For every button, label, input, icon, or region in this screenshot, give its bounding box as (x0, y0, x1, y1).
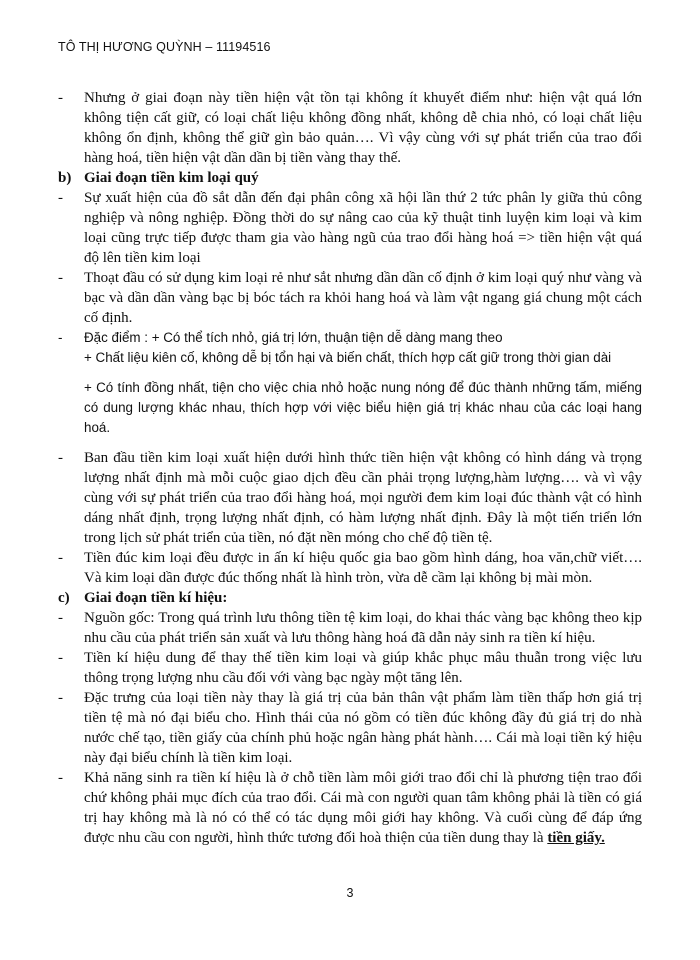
bullet-dash: - (58, 270, 63, 286)
paragraph-bullet: - Khả năng sinh ra tiền kí hiệu là ở chỗ tiền làm môi giới trao đổi chỉ là phương tiện trao đổi chứ không phải mục đích của trao đổi. Cái mà con người quan tâm không phải là tiền có giá trị hay không mà là nó có thể có tác dụng môi giới hay không. Và cuối cùng để đáp ứng được nhu cầu con người, hình thức tương đối hoà thiện của tiền dung thay là tiền giấy. (58, 770, 642, 846)
bullet-dash: - (58, 450, 63, 466)
paragraph-bullet: - Thoạt đầu có sử dụng kim loại rẻ như sắt nhưng dần dần cố định ở kim loại quý như vàng và bạc và dần dần vàng bạc bị bóc tách ra khỏi hang hoá và làm vật ngang giá chung một cách cố định. (58, 270, 642, 326)
paragraph-bullet: - Nhưng ở giai đoạn này tiền hiện vật tồn tại không ít khuyết điểm như: hiện vật quá lớn không tiện cất giữ, có loại chất liệu không đồng nhất, không dễ chia nhỏ, có loại chất liệu không ổn định, không thể giữ gìn bảo quản…. Vì vậy cùng với sự phát triển của trao đổi hàng hoá, tiền hiện vật dần dần bị tiền vàng thay thế. (58, 90, 642, 166)
bullet-dash: - (58, 610, 63, 626)
paragraph-bullet-features: - Đặc điểm : + Có thể tích nhỏ, giá trị lớn, thuận tiện dễ dàng mang theo (58, 328, 642, 348)
paragraph-bullet: - Tiền đúc kim loại đều được in ấn kí hiệu quốc gia bao gồm hình dáng, hoa văn,chữ viết…. Và kim loại dần được đúc thống nhất là hình tròn, vừa dễ cầm lại không bị mài mòn. (58, 550, 642, 586)
bullet-dash: - (58, 330, 63, 345)
page-number: 3 (346, 886, 354, 900)
section-heading-b: b) Giai đoạn tiền kim loại quý (58, 170, 259, 186)
section-marker: c) (58, 590, 70, 606)
feature-continuation: + Có tính đồng nhất, tiện cho việc chia nhỏ hoặc nung nóng để đúc thành những tấm, miếng có dung lượng khác nhau, thích hợp với việc biểu hiện giá trị khác nhau của các loại hang hoá. (84, 380, 642, 435)
paragraph-bullet: - Sự xuất hiện của đồ sắt dẫn đến đại phân công xã hội lần thứ 2 tức phân ly giữa thủ công nghiệp và nông nghiệp. Đồng thời do sự nâng cao của kỹ thuật tinh luyện kim loại và kim loại cũng trực tiếp được tham gia vào hàng ngũ của trao đổi hàng hoá => tiền hiện vật quá độ lên tiền kim loại (58, 190, 642, 266)
page-header: TÔ THỊ HƯƠNG QUỲNH – 11194516 (58, 40, 271, 54)
section-heading-c: c) Giai đoạn tiền kí hiệu: (58, 590, 228, 606)
paragraph-bullet: - Nguồn gốc: Trong quá trình lưu thông tiền tệ kim loại, do khai thác vàng bạc không theo kịp nhu cầu của phát triển sản xuất và lưu thông hàng hoá đã dẫn nảy sinh ra tiền kí hiệu. (58, 610, 642, 646)
section-marker: b) (58, 170, 72, 186)
feature-continuation: + Chất liệu kiên cố, không dễ bị tổn hại và biến chất, thích hợp cất giữ trong thời gian dài (84, 350, 612, 365)
bullet-dash: - (58, 770, 63, 786)
document-body (58, 88, 642, 848)
bullet-dash: - (58, 550, 63, 566)
paragraph-bullet: - Ban đầu tiền kim loại xuất hiện dưới hình thức tiền hiện vật không có hình dáng và trọng lượng nhất định mà mỗi cuộc giao dịch đều cần phải trọng lượng,hàm lượng…. và vì vậy cùng với sự phát triển của trao đổi hàng hoá, mọi người đem kim loại đúc thành vật có hình dáng nhất định, trọng lượng nhất định, có hàm lượng nhất định. Đây là một tiến triển lớn trong lịch sử phát triển của tiền, nó đặt nền móng cho chế độ tiền tệ. (58, 450, 642, 546)
bullet-dash: - (58, 190, 63, 206)
bullet-dash: - (58, 90, 63, 106)
paragraph-bullet: - Tiền kí hiệu dung để thay thế tiền kim loại và giúp khắc phục mâu thuẫn trong việc lưu thông trọng lượng nhu cầu đối với vàng bạc ngày một tăng lên. (58, 650, 642, 686)
paragraph-bullet: - Đặc trưng của loại tiền này thay là giá trị của bản thân vật phẩm làm tiền thấp hơn giá trị tiền tệ mà nó đại biểu cho. Hình thái của nó gồm có tiền đúc không đầy đủ giá trị do nhà nước chế tạo, tiền giấy của chính phủ hoặc ngân hàng phát hành…. Cái mà loại tiền ký hiệu này đại biểu chính là tiền kim loại. (58, 690, 642, 766)
emphasis-paper-money: tiền giấy. (547, 830, 605, 846)
bullet-dash: - (58, 650, 63, 666)
bullet-dash: - (58, 690, 63, 706)
